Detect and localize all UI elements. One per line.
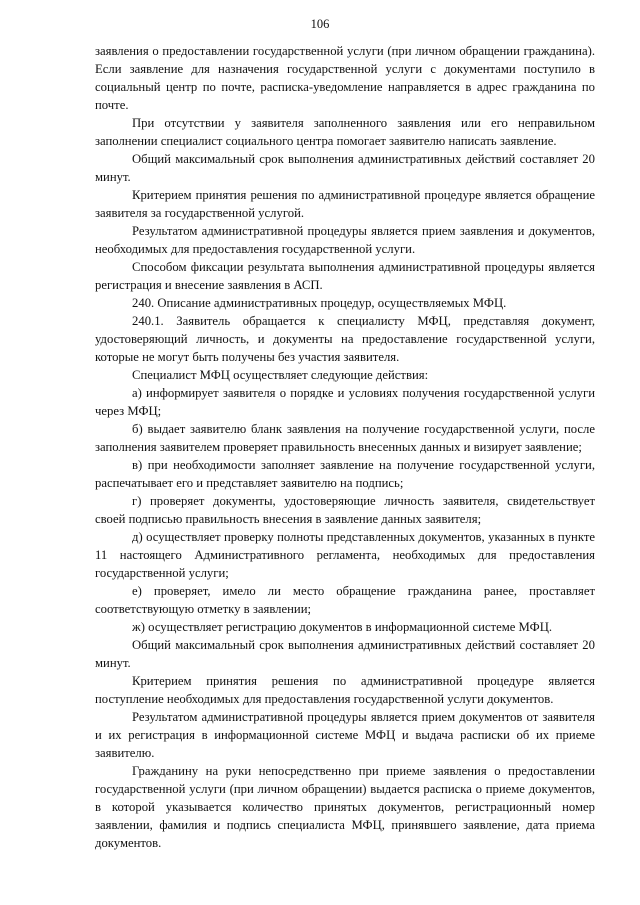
paragraph: Общий максимальный срок выполнения административных действий составляет 20 минут. <box>95 638 595 670</box>
paragraph: Критерием принятия решения по административной процедуре является поступление необходимых для предоставления государственной услуги документов. <box>95 674 595 706</box>
paragraph: Специалист МФЦ осуществляет следующие действия: <box>132 368 429 382</box>
paragraph: в) при необходимости заполняет заявление на получение государственной услуги, распечатывает его и представляет заявителю на подпись; <box>95 458 595 490</box>
paragraph: 240. Описание административных процедур, осуществляемых МФЦ. <box>132 296 507 310</box>
paragraph: ж) осуществляет регистрацию документов в информационной системе МФЦ. <box>132 620 553 634</box>
page-number: 106 <box>310 17 330 31</box>
paragraph: При отсутствии у заявителя заполненного заявления или его неправильном заполнении специалист социального центра помогает заявителю написать заявление. <box>95 116 595 148</box>
paragraph: д) осуществляет проверку полноты представленных документов, указанных в пункте 11 настоящего Административного регламента, необходимых для предоставления государственной услуги; <box>95 530 595 580</box>
paragraph: Критерием принятия решения по административной процедуре является обращение заявителя за государственной услугой. <box>95 188 595 220</box>
paragraph: заявления о предоставлении государственной услуги (при личном обращении гражданина). Если заявление для назначения государственной услуги с документами поступило в социальный центр по почте, расписка-уведомление направляется в адрес гражданина по почте. <box>95 44 595 112</box>
paragraph: Общий максимальный срок выполнения административных действий составляет 20 минут. <box>95 152 595 184</box>
paragraph: Результатом административной процедуры является прием документов от заявителя и их регистрация в информационной системе МФЦ и выдача расписки об их приеме заявителю. <box>95 710 595 760</box>
paragraph: е) проверяет, имело ли место обращение гражданина ранее, проставляет соответствующую отметку в заявлении; <box>95 584 595 616</box>
paragraph: Результатом административной процедуры является прием заявления и документов, необходимых для предоставления государственной услуги. <box>95 224 595 256</box>
document-body <box>95 42 595 852</box>
paragraph: а) информирует заявителя о порядке и условиях получения государственной услуги через МФЦ; <box>95 386 595 418</box>
paragraph: б) выдает заявителю бланк заявления на получение государственной услуги, после заполнения заявителем проверяет правильность внесенных данных и визирует заявление; <box>95 422 595 454</box>
paragraph: Гражданину на руки непосредственно при приеме заявления о предоставлении государственной услуги (при личном обращении) выдается расписка о приеме документов, в которой указывается количество принятых документов, регистрационный номер заявлении, фамилия и подпись специалиста МФЦ, принявшего заявление, дата приема документов. <box>95 764 595 850</box>
paragraph: 240.1. Заявитель обращается к специалисту МФЦ, представляя документ, удостоверяющий личность, и документы на предоставление государственной услуги, которые не могут быть получены без участия заявителя. <box>95 314 595 364</box>
paragraph: г) проверяет документы, удостоверяющие личность заявителя, свидетельствует своей подписью правильность внесения в заявление данных заявителя; <box>95 494 595 526</box>
paragraph: Способом фиксации результата выполнения административной процедуры является регистрация и внесение заявления в АСП. <box>95 260 595 292</box>
